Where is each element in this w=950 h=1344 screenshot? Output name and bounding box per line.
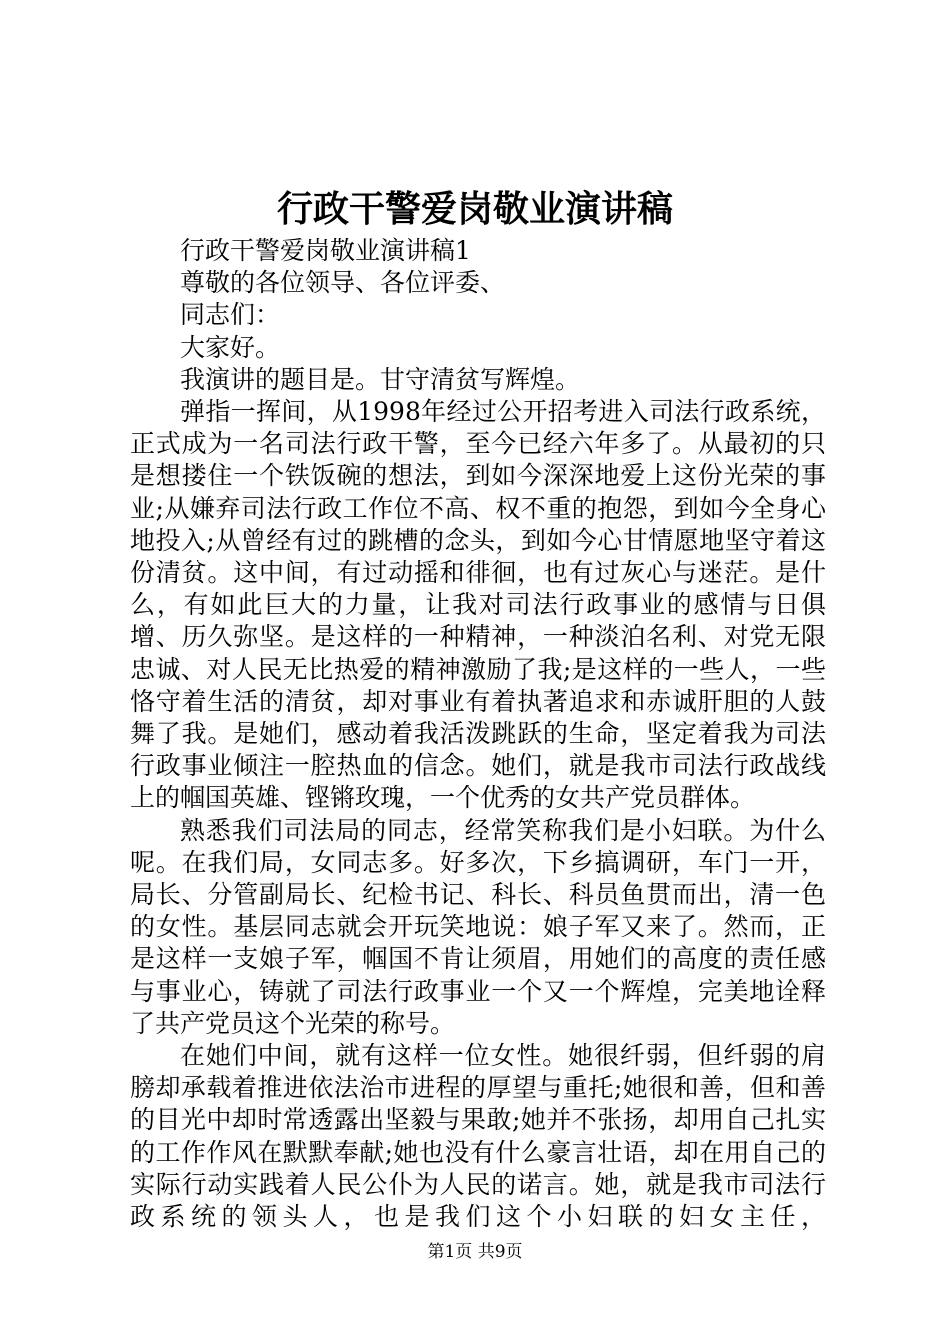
paragraph-salutation: 尊敬的各位领导、各位评委、 xyxy=(180,268,506,298)
paragraph-body: 在她们中间，就有这样一位女性。她很纤弱，但纤弱的肩膀却承载着推进依法治市进程的厚望与重托;她很和善，但和善的目光中却时常透露出坚毅与果敢;她并不张扬，却用自己扎实的工作作风在默默奉献;她也没有什么豪言壮语，却在用自己的实际行动实践着人民公仆为人民的诺言。她，就是我市司法行政系统的领头人，也是我们这个小妇联的妇女主任， xyxy=(130,1041,826,1232)
paragraph-body: 弹指一挥间，从1998年经过公开招考进入司法行政系统，正式成为一名司法行政干警，至今已经六年多了。从最初的只是想搂住一个铁饭碗的想法，到如今深深地爱上这份光荣的事业;从嫌弃司法行政工作位不高、权不重的抱怨，到如今全身心地投入;从曾经有过的跳槽的念头，到如今心甘情愿地坚守着这份清贫。这中间，有过动摇和徘徊，也有过灰心与迷茫。是什么，有如此巨大的力量，让我对司法行政事业的感情与日俱增、历久弥坚。是这样的一种精神，一种淡泊名利、对党无限忠诚、对人民无比热爱的精神激励了我;是这样的一些人，一些恪守着生活的清贫，却对事业有着执著追求和赤诚肝胆的人鼓舞了我。是她们，感动着我活泼跳跃的生命，坚定着我为司法行政事业倾注一腔热血的信念。她们，就是我市司法行政战线上的帼国英雄、铿锵玫瑰，一个优秀的女共产党员群体。 xyxy=(130,397,826,813)
document-title: 行政干警爱岗敬业演讲稿 xyxy=(276,188,673,230)
paragraph-body: 熟悉我们司法局的同志，经常笑称我们是小妇联。为什么呢。在我们局，女同志多。好多次，下乡搞调研，车门一开，局长、分管副局长、纪检书记、科长、科员鱼贯而出，清一色的女性。基层同志就会开玩笑地说：娘子军又来了。然而，正是这样一支娘子军，帼国不肯让须眉，用她们的高度的责任感与事业心，铸就了司法行政事业一个又一个辉煌，完美地诠释了共产党员这个光荣的称号。 xyxy=(130,815,826,1038)
paragraph-topic: 我演讲的题目是。甘守清贫写辉煌。 xyxy=(180,364,581,394)
paragraph-greeting: 大家好。 xyxy=(180,332,281,362)
paragraph-heading: 行政干警爱岗敬业演讲稿1 xyxy=(180,236,471,265)
document-body xyxy=(130,235,826,1233)
paragraph-comrades: 同志们： xyxy=(180,300,281,330)
page-number: 第1页 共9页 xyxy=(427,1242,523,1262)
